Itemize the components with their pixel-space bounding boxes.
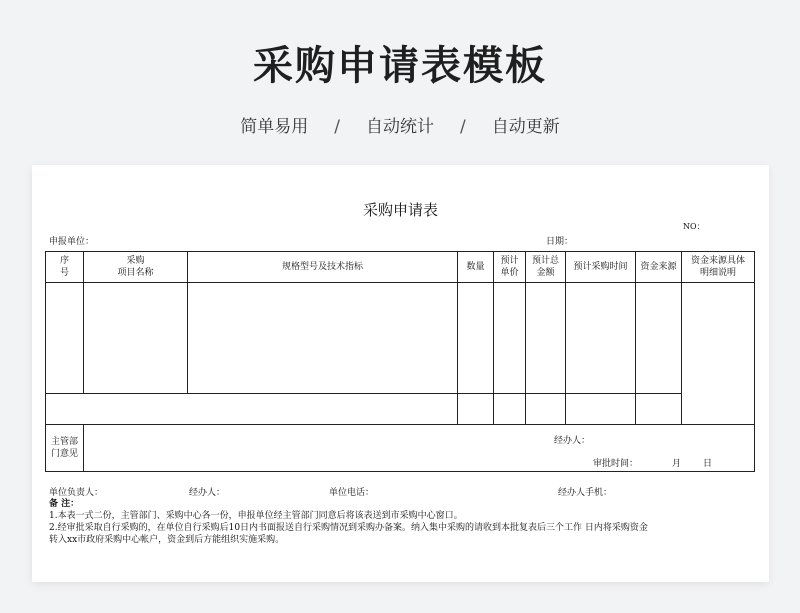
header-qty: 数量 [458,252,494,283]
cell-total[interactable] [526,283,566,394]
tag-separator: / [460,117,466,137]
header-time: 预计采购时间 [566,252,636,283]
form-number-label: NO： [683,222,705,231]
cell-total-amount[interactable] [526,394,566,425]
cell-unit-price[interactable] [494,283,526,394]
dept-opinion-cell[interactable] [84,425,755,472]
cell-source[interactable] [636,283,682,394]
remarks-title: 备 注： [49,499,80,509]
approval-month-label: 月 [672,459,682,469]
cell-total-source[interactable] [636,394,682,425]
cell-total-time[interactable] [566,394,636,425]
header-unit-price: 预计 单价 [494,252,526,283]
purchase-table [45,251,755,472]
header-total: 预计总 金额 [526,252,566,283]
cell-total-unit-price[interactable] [494,394,526,425]
header-seq: 序 号 [46,252,84,283]
dept-handler-label: 经办人： [554,436,591,446]
tag-auto-stat: 自动统计 [366,117,434,137]
cell-seq[interactable] [46,283,84,394]
form-sheet [32,165,769,582]
remark-line-2: 2.经审批采取自行采购的，在单位自行采购后10日内书面报送自行采购情况到采购办备案。纳入集中采购的请收到本批复表后三个工作 日内将采购资金 [49,523,648,533]
handler-label: 经办人： [189,488,226,498]
date-label: 日期： [546,237,574,247]
cell-total-qty[interactable] [458,394,494,425]
unit-leader-label: 单位负责人： [49,488,104,498]
header-item-name: 采购 项目名称 [84,252,188,283]
approval-time-label: 审批时间： [593,459,639,469]
tag-separator: / [334,117,340,137]
remark-line-1: 1.本表一式二份，主管部门、采购中心各一份，申报单位经主管部门同意后将该表送到市采购中心窗口。 [49,511,463,521]
table-row [46,283,755,394]
feature-tags [0,112,800,137]
cell-total-label[interactable] [46,394,458,425]
remark-line-3: 转入xx市政府采购中心帐户，资金到后方能组织实施采购。 [49,535,285,545]
table-header-row [46,252,755,283]
cell-source-detail[interactable] [682,283,755,425]
tag-auto-update: 自动更新 [491,117,560,137]
unit-phone-label: 单位电话： [329,488,375,498]
header-source: 资金来源 [636,252,682,283]
header-source-detail: 资金来源具体 明细说明 [682,252,755,283]
tag-easy: 简单易用 [240,117,309,137]
table-total-row [46,394,755,425]
applicant-unit-label: 申报单位： [49,237,95,247]
handler-mobile-label: 经办人手机： [558,488,613,498]
cell-spec[interactable] [188,283,458,394]
header-spec: 规格型号及技术指标 [188,252,458,283]
cell-qty[interactable] [458,283,494,394]
cell-time[interactable] [566,283,636,394]
page-title: 采购申请表模板 [253,43,547,89]
form-title: 采购申请表 [362,201,438,219]
cell-item-name[interactable] [84,283,188,394]
approval-day-label: 日 [703,459,713,469]
dept-opinion-label: 主管部 门意见 [46,425,84,472]
dept-opinion-row [46,425,755,472]
